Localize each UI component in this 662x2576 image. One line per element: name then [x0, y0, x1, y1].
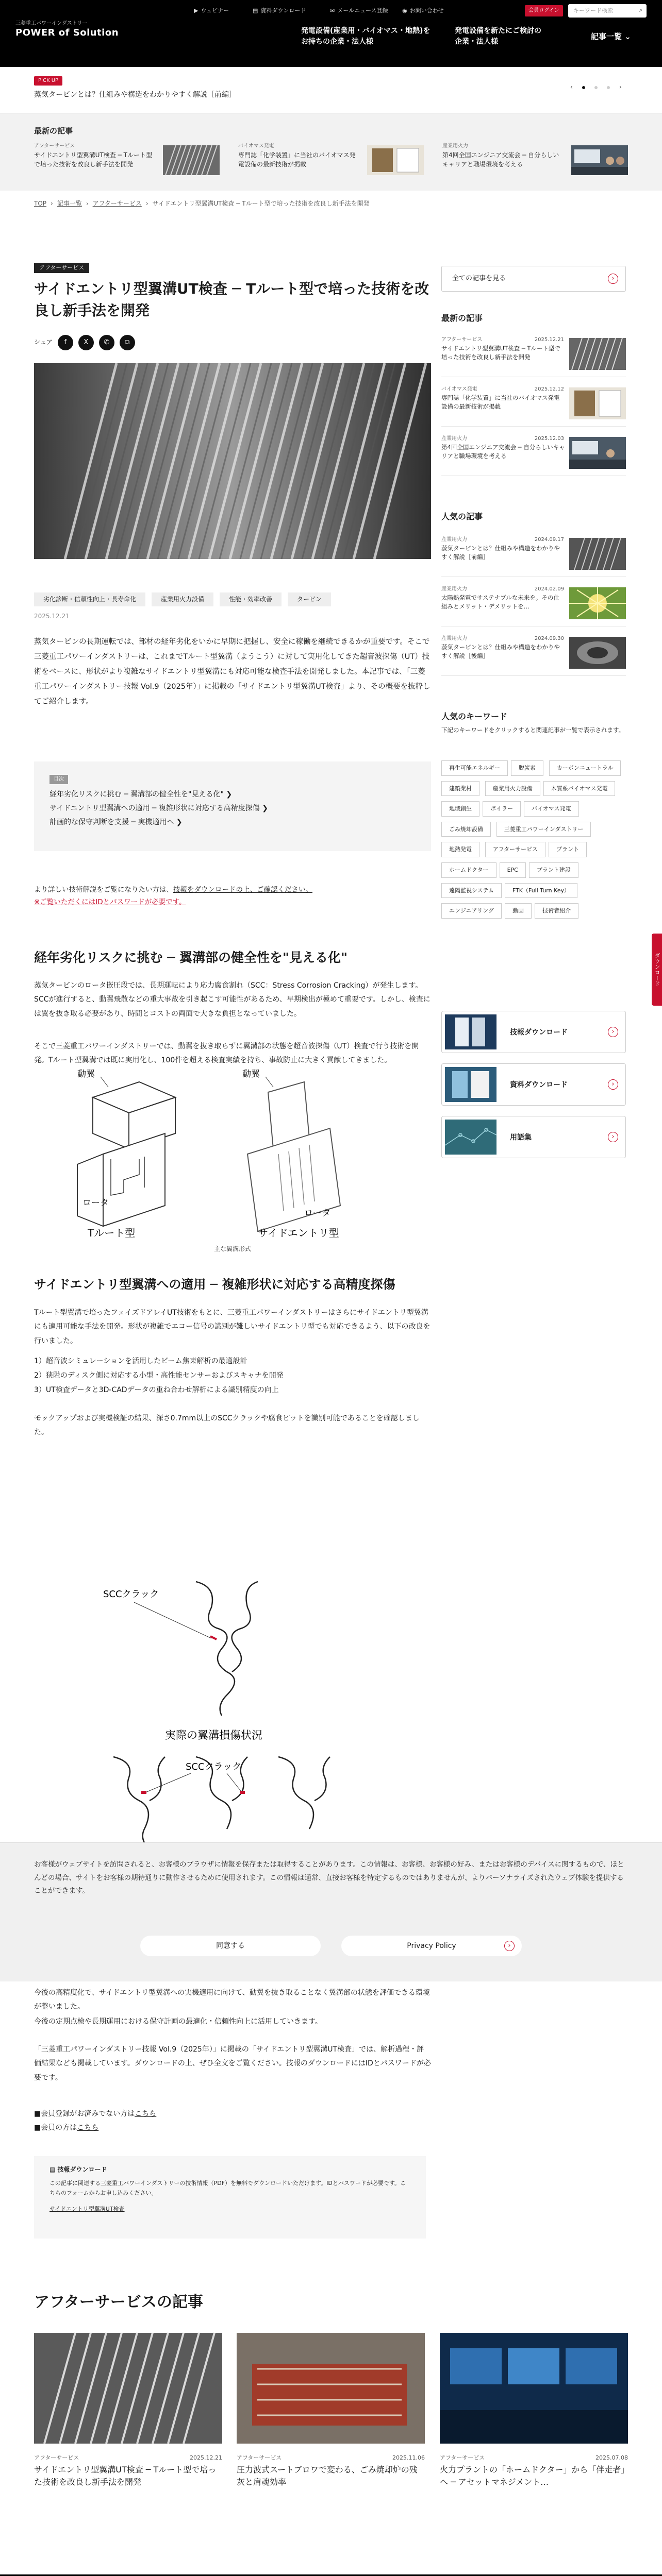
keyword-chip[interactable]: FTK（Full Turn Key）	[505, 883, 577, 899]
keyword-chip[interactable]: 脱炭素	[511, 760, 543, 776]
x-icon[interactable]: X	[78, 335, 94, 350]
keyword-chip[interactable]: 地熱発電	[441, 842, 479, 857]
after-service-card[interactable]: アフターサービス 2025.07.08 火力プラントの「ホームドクター」から「伴走者」へ ─ アセットマネジメント…	[440, 2333, 628, 2488]
report-cover-image	[445, 1014, 496, 1049]
nav-articles[interactable]: 記事一覧 ⌄	[591, 32, 631, 41]
card-title: 火力プラントの「ホームドクター」から「伴走者」へ ─ アセットマネジメント…	[440, 2464, 625, 2487]
util-contact-link[interactable]: ◉ お問い合わせ	[402, 6, 444, 15]
keyword-chips	[441, 760, 628, 924]
arrow-down-icon: ❯	[262, 804, 268, 813]
member-link[interactable]: こちら	[77, 2123, 99, 2132]
nav-owners[interactable]: 発電設備(産業用・バイオマス・地熱)を お持ちの企業・法人様	[301, 27, 431, 46]
sidebar-latest-heading: 最新の記事	[441, 313, 483, 323]
mail-icon: ✉	[330, 7, 335, 14]
label-t-root: Tルート型	[88, 1227, 136, 1239]
pickup-title-link[interactable]: 蒸気タービンとは？仕組みや構造をわかりやすく解説［前編］	[34, 91, 236, 99]
article-tag[interactable]: 性能・効率改善	[220, 592, 282, 606]
paragraph: モックアップおよび実機検証の結果、深さ0.7mm以上のSCCクラックや腐食ピットを識別可能であることを確認しました。	[34, 1414, 420, 1437]
card-title: 専門誌「化学装置」に当社のバイオマス発電設備の最新技術が掲載	[441, 394, 560, 411]
glossary-button[interactable]: 用語集 ›	[441, 1116, 626, 1158]
util-mailnews-link[interactable]: ✉ メールニュース登録	[330, 6, 388, 15]
turbine-thumbnail	[163, 145, 220, 175]
breadcrumb-category[interactable]: アフターサービス	[92, 200, 142, 207]
chevron-down-icon: ⌄	[624, 32, 631, 41]
control-room-image	[440, 2333, 628, 2444]
next-icon[interactable]: ›	[619, 83, 622, 91]
search-icon[interactable]: ⌕	[639, 7, 642, 13]
pickup-pager	[570, 82, 622, 92]
after-service-heading: アフターサービスの記事	[34, 2293, 203, 2311]
share-label: シェア	[34, 338, 53, 346]
latest-strip-card[interactable]	[238, 142, 424, 178]
chevron-right-icon: ›	[608, 1132, 618, 1142]
keyword-chip[interactable]: EPC	[500, 862, 526, 878]
sidebar-keyword-desc: 下記のキーワードをクリックすると関連記事が一覧で表示されます。	[441, 726, 625, 734]
toc-item[interactable]: 計画的な保守判断を支援 ─ 実機適用へ ❯	[49, 818, 183, 827]
card-title: 太陽熱発電でサステナブルな未来を。その仕組みとメリット・デメリットを…	[441, 594, 559, 611]
search-input[interactable]: キーワード検索 ⌕	[568, 4, 647, 18]
scc-crack-diagram	[93, 1571, 361, 1850]
card-category: アフターサービス	[34, 143, 75, 149]
table-of-contents	[34, 761, 431, 851]
after-service-card[interactable]: アフターサービス 2025.12.21 サイドエントリ型翼溝UT検査 ─ Tルート型で培った技術を改良し新手法を開発	[34, 2333, 222, 2488]
arrow-down-icon: ❯	[176, 818, 183, 827]
keyword-chip[interactable]: 技術者紹介	[535, 903, 578, 919]
download-box	[34, 2156, 426, 2239]
magazine-thumbnail	[569, 387, 626, 419]
magazine-thumbnail	[367, 145, 424, 175]
sidebar-article-card[interactable]: バイオマス発電 2025.12.12 専門誌「化学装置」に当社のバイオマス発電設備の最新技術が掲載	[441, 385, 626, 427]
sidebar-article-card[interactable]: 産業用火力 2024.09.17 蒸気タービンとは？仕組みや構造をわかりやすく解説［前編］	[441, 536, 626, 577]
card-title: サイドエントリ型翼溝UT検査 ─ Tルート型で培った技術を改良し新手法を開発	[34, 2464, 217, 2487]
chevron-right-icon: ›	[504, 1941, 515, 1951]
sidebar-keyword-heading: 人気のキーワード	[441, 711, 508, 721]
keyword-chip[interactable]: プラント	[549, 842, 587, 857]
article-tag[interactable]: 産業用火力設備	[152, 592, 213, 606]
play-icon: ▶	[194, 7, 198, 14]
pickup-banner	[0, 67, 662, 113]
pager-dot[interactable]	[607, 86, 610, 89]
paragraph: Tルート型翼溝で培ったフェイズドアレイUT技術をもとに、三菱重工パワーインダストリーはさらにサイドエントリ型翼溝にも適用可能な手法を開発。形状が複雑でエコー信号の識別が難しいサイドエントリ型でも対応できるよう、以下の改良を行いました。	[34, 1309, 431, 1345]
keyword-chip[interactable]: 建築業材	[441, 781, 479, 796]
label-scc-crack: SCCクラック	[103, 1589, 159, 1600]
keyword-chip[interactable]: アフターサービス	[485, 842, 545, 857]
figure-caption: 主な翼溝形式	[213, 1245, 251, 1252]
download-note: より詳しい技術解説をご覧になりたい方は、技報をダウンロードの上、ご確認ください。 ※ご覧いただくにはIDとパスワードが必要です。	[34, 886, 312, 907]
glossary-image	[445, 1120, 496, 1155]
card-title: 第4回全国エンジニア交流会 ─ 自分らしいキャリアと職場環境を考える	[442, 151, 559, 168]
turbine-thumbnail	[569, 338, 626, 370]
label-blade: 動翼	[242, 1069, 260, 1079]
label-actual-damage: 実際の翼溝損傷状況	[165, 1729, 262, 1741]
card-title: 圧力波式スートブロワで変わる、ごみ焼却炉の残灰と肩魂効率	[237, 2464, 418, 2487]
toc-item[interactable]: サイドエントリ型翼溝への適用 ─ 複雑形状に対応する高精度探傷 ❯	[49, 804, 268, 813]
tech-report-download-button[interactable]: 技報ダウンロード ›	[441, 1011, 626, 1053]
pager-dot[interactable]	[594, 86, 598, 89]
latest-strip	[0, 113, 662, 191]
keyword-chip[interactable]: ホームドクター	[441, 862, 496, 878]
page-title: サイドエントリ型翼溝UT検査 ─ Tルート型で培った技術を改良し新手法を開発	[34, 280, 429, 319]
meeting-thumbnail	[569, 437, 626, 469]
chevron-right-icon: ›	[608, 274, 618, 284]
latest-strip-heading: 最新の記事	[34, 126, 73, 135]
keyword-chip[interactable]: 三菱重工パワーインダストリー	[496, 822, 591, 837]
section-heading: サイドエントリ型翼溝への適用 ─ 複雑形状に対応する高精度探傷	[34, 1277, 395, 1292]
keyword-chip[interactable]: 地域創生	[441, 801, 479, 817]
prev-icon[interactable]: ‹	[570, 83, 573, 91]
id-note[interactable]: ※ご覧いただくにはIDとパスワードが必要です。	[34, 898, 186, 907]
card-title: 第4回全国エンジニア交流会 ─ 自分らしいキャリアと職場環境を考える	[441, 444, 565, 460]
keyword-chip[interactable]: 再生可能エネルギー	[441, 760, 508, 776]
cookie-text: お客様がウェブサイトを訪問されると、お客様のブラウザに情報を保存または取得することがあります。この情報は、お客様、お客様の好み、またはお客様のデバイスに関するもので、ほとんどの場合、サイトをお客様の期待通りに動作させるために使用されます。この情報は通常、直接お客様を特定するものではありませんが、よりパーソナライズされたウェブ体験を提供することができます。	[34, 1860, 624, 1895]
download-box-title: ▤ 技報ダウンロード	[49, 2166, 107, 2173]
toc-item[interactable]: 経年劣化リスクに挑む ─ 翼溝部の健全性を"見える化" ❯	[49, 790, 233, 799]
chevron-right-icon: ›	[608, 1079, 618, 1090]
download-box-link[interactable]: サイドエントリ型翼溝UT検査	[49, 2205, 125, 2212]
paragraph: 今後の定期点検や長期運用における保守計画の最適化・信頼性向上に活用していきます。	[34, 2018, 322, 2026]
keyword-chip[interactable]: 遠隔監視システム	[441, 883, 502, 899]
brochure-image	[445, 1067, 496, 1102]
turbine-thumbnail	[569, 538, 626, 570]
card-title: 蒸気タービンとは？仕組みや構造をわかりやすく解説［前編］	[441, 545, 560, 561]
download-link[interactable]: 技報をダウンロードの上、ご確認ください。	[173, 886, 312, 894]
article-tag[interactable]: タービン	[288, 592, 331, 606]
member-login-button[interactable]: 会員ログイン	[525, 5, 563, 16]
breadcrumb-top[interactable]: TOP	[34, 200, 47, 207]
sidebar-article-card[interactable]: 産業用火力 2024.02.09 太陽熱発電でサステナブルな未来を。その仕組みとメリット・デメリットを…	[441, 585, 626, 626]
sidebar-popular-heading: 人気の記事	[441, 512, 483, 521]
arrow-down-icon: ❯	[226, 790, 233, 799]
card-title: 蒸気タービンとは？仕組みや構造をわかりやすく解説［後編］	[441, 643, 560, 660]
boiler-image	[237, 2333, 425, 2444]
sidebar-article-card[interactable]: 産業用火力 2024.09.30 蒸気タービンとは？仕組みや構造をわかりやすく解説［後編］	[441, 635, 626, 676]
util-download-link[interactable]: ▤ 資料ダウンロード	[253, 6, 306, 15]
solar-thumbnail	[569, 587, 626, 619]
material-download-button[interactable]: 資料ダウンロード ›	[441, 1063, 626, 1106]
section-heading: 経年劣化リスクに挑む ─ 翼溝部の健全性を"見える化"	[34, 950, 348, 965]
paragraph: そこで三菱重工パワーインダストリーでは、動翼を抜き取らずに翼溝部の状態を超音波探傷（UT）検査で行う技術を開発。Tルート型翼溝では既に実用化し、100件を超える検査実績を持ち、事故防止に大きく貢献してきました。	[34, 1042, 419, 1065]
keyword-chip[interactable]: 木質系バイオマス発電	[543, 781, 616, 796]
blade-root-diagram	[62, 1069, 392, 1239]
keyword-chip[interactable]: エンジニアリング	[441, 903, 502, 919]
keyword-chip[interactable]: ボイラー	[483, 801, 521, 817]
floating-download-tab[interactable]: ダウンロード	[652, 934, 662, 1006]
registration-links: ■会員登録がお済みでない方はこちら ■会員の方はこちら	[34, 2110, 157, 2132]
after-service-card[interactable]: アフターサービス 2025.11.06 圧力波式スートブロワで変わる、ごみ焼却炉の残灰と肩魂効率	[237, 2333, 425, 2488]
paragraph: 今後の高精度化で、サイドエントリ型翼溝への実機適用に向けて、動翼を抜き取ることなく翼溝部の状態を評価できる環境が整いました。	[34, 1989, 430, 2011]
nav-new-install[interactable]: 発電設備を新たにご検討の 企業・法人様	[455, 27, 541, 46]
keyword-chip[interactable]: プラント建設	[529, 862, 578, 878]
list-item: 1）超音波シミュレーションを活用したビーム焦束解析の最適設計	[34, 1357, 247, 1365]
hero-turbine-image	[34, 363, 431, 559]
chat-icon: ◉	[402, 7, 407, 14]
card-category: 産業用火力	[442, 143, 468, 149]
keyword-chip[interactable]: 動画	[505, 903, 532, 919]
improvement-list	[34, 1354, 431, 1397]
all-articles-button[interactable]: 全ての記事を見る ›	[441, 266, 626, 292]
keyword-chip[interactable]: 産業用火力設備	[485, 781, 540, 796]
chevron-right-icon: ›	[608, 1027, 618, 1037]
keyword-chip[interactable]: カーボンニュートラル	[549, 760, 621, 776]
card-title: 専門誌「化学装置」に当社のバイオマス発電設備の最新技術が掲載	[238, 151, 356, 168]
label-side-entry: サイドエントリ型	[258, 1227, 339, 1239]
document-icon: ▤	[253, 7, 258, 14]
toc-badge: 目次	[49, 775, 68, 784]
download-box-body: この記事に関連する三菱重工パワーインダストリーの技術情報（PDF）を無料でダウンロードいただけます。IDとパスワードが必要です。こちらのフォームからお申し込みください。	[49, 2180, 406, 2197]
copy-link-icon[interactable]: ⧉	[120, 335, 135, 350]
logo-subtitle[interactable]: 三菱重工パワーインダストリー	[15, 21, 88, 26]
pickup-badge: PICK UP	[34, 76, 62, 86]
pager-dot[interactable]	[582, 86, 585, 89]
list-item: 2）狭隘のディスク側に対応する小型・高性能センサーおよびスキャナを開発	[34, 1371, 284, 1380]
card-title: サイドエントリ型翼溝UT検査 ─ Tルート型で培った技術を改良し新手法を開発	[441, 345, 560, 361]
card-category: バイオマス発電	[238, 143, 274, 149]
paragraph: 蒸気タービンのロータ嵌圧段では、長期運転により応力腐食割れ（SCC：Stress Corrosion Cracking）が発生します。SCCが進行すると、動翼飛散などの重大事故を引き起こす可能性があるため、早期検出が極めて重要です。しかし、検査には翼を抜き取る必要があり、時間とコストの両面で大きな負担となっていました。	[34, 981, 431, 1018]
paragraph: 「三菱重工パワーインダストリー技報 Vol.9（2025年）」に掲載の「サイドエントリ型翼溝UT検査」では、解析過程・評価結果なども掲載しています。ダウンロードの上、ぜひ全文をご覧ください。技報のダウンロードにはIDとパスワードが必要です。	[34, 2045, 431, 2082]
turbine-thumbnail	[569, 637, 626, 669]
document-icon: ▤	[49, 2166, 56, 2173]
label-rotor: ロータ	[304, 1208, 330, 1218]
keyword-chip[interactable]: バイオマス発電	[524, 801, 579, 817]
keyword-chip[interactable]: ごみ焼却設備	[441, 822, 491, 837]
article-date: 2025.12.21	[34, 613, 70, 620]
article-tag[interactable]: 劣化診断・信頼性向上・長寿命化	[34, 592, 145, 606]
breadcrumb-articles[interactable]: 記事一覧	[57, 200, 82, 207]
util-webinar-link[interactable]: ▶ ウェビナー	[194, 6, 229, 15]
share-bar	[34, 335, 135, 350]
cookie-accept-button[interactable]: 同意する	[140, 1936, 321, 1956]
article-category-tag[interactable]: アフターサービス	[34, 263, 89, 273]
privacy-policy-button[interactable]: Privacy Policy ›	[341, 1936, 522, 1956]
latest-strip-card[interactable]	[34, 142, 220, 178]
site-header	[0, 0, 662, 67]
latest-strip-card[interactable]	[442, 142, 628, 178]
cookie-banner	[0, 1842, 662, 1981]
label-scc-crack: SCCクラック	[186, 1761, 242, 1772]
line-icon[interactable]: ✆	[99, 335, 114, 350]
meeting-thumbnail	[571, 145, 628, 175]
breadcrumb-current: サイドエントリ型翼溝UT検査 ─ Tルート型で培った技術を改良し新手法を開発	[152, 200, 370, 207]
label-blade: 動翼	[77, 1069, 95, 1079]
label-rotor: ロータ	[82, 1198, 109, 1208]
breadcrumb: TOP › 記事一覧 › アフターサービス › サイドエントリ型翼溝UT検査 ─ Tルート型で培った技術を改良し新手法を開発	[34, 199, 370, 209]
turbine-image	[34, 2333, 222, 2444]
card-title: サイドエントリ型翼溝UT検査 ─ Tルート型で培った技術を改良し新手法を開発	[34, 151, 152, 168]
logo[interactable]: POWER of Solution	[15, 27, 119, 38]
sidebar-article-card[interactable]: アフターサービス 2025.12.21 サイドエントリ型翼溝UT検査 ─ Tルート型で培った技術を改良し新手法を開発	[441, 336, 626, 377]
article-intro: 蒸気タービンの長期運転では、部材の経年劣化をいかに早期に把握し、安全に稼働を継続できるかが重要です。そこで三菱重工パワーインダストリーは、これまでTルート型翼溝（ようこう）に対して実用化してきた超音波探傷（UT）技術をベースに、形状がより複雑なサイドエントリ型翼溝にも対応可能な検査手法を開発しました。本記事では、「三菱重工パワーインダストリー技報 Vol.9（2025年）」に掲載の「サイドエントリ型翼溝UT検査」より、その概要を抜粋してご紹介します。	[34, 638, 431, 706]
sidebar-article-card[interactable]: 産業用火力 2025.12.03 第4回全国エンジニア交流会 ─ 自分らしいキャリアと職場環境を考える	[441, 435, 626, 476]
register-link[interactable]: こちら	[135, 2110, 157, 2118]
article-tag-list	[34, 592, 331, 606]
list-item: 3）UT検査データと3D-CADデータの重ね合わせ解析による識別精度の向上	[34, 1386, 279, 1394]
facebook-icon[interactable]: f	[58, 335, 73, 350]
